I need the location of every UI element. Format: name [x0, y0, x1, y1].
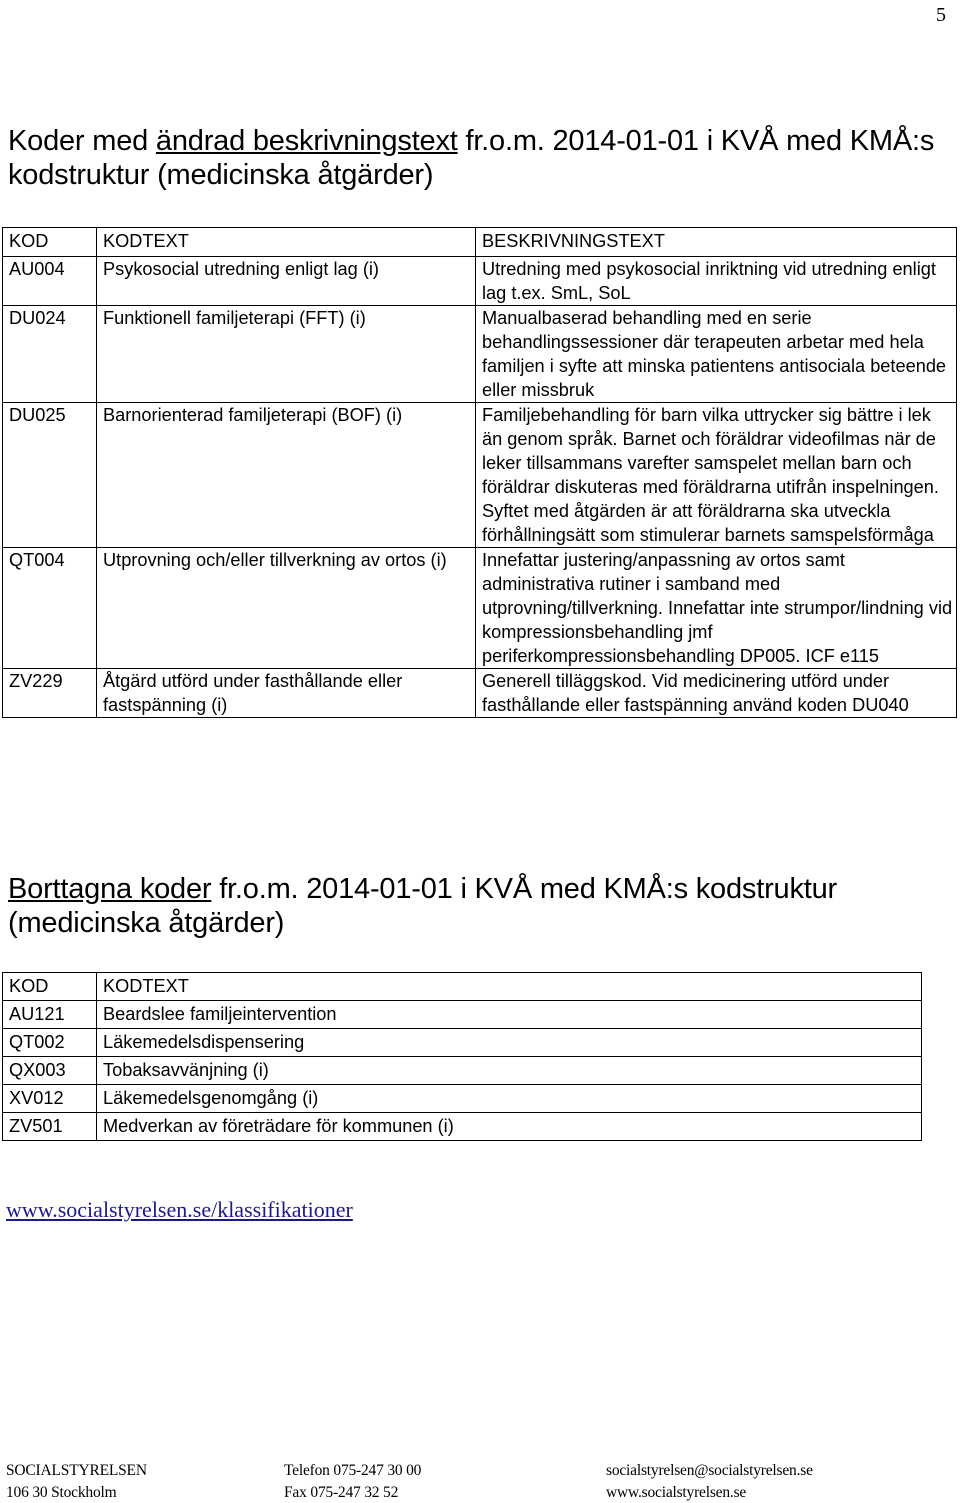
header-beskrivning: BESKRIVNINGSTEXT: [476, 228, 957, 257]
cell-kodtext: Läkemedelsdispensering: [97, 1029, 922, 1057]
table-row: [3, 1113, 922, 1141]
table-row: [3, 403, 957, 548]
cell-kodtext: Funktionell familjeterapi (FFT) (i): [97, 306, 476, 403]
cell-beskrivning: Manualbaserad behandling med en serie behandlingssessioner där terapeuten arbetar med hela familjen i syfte att minska patientens antisociala beteende eller missbruk: [476, 306, 957, 403]
header-kodtext: KODTEXT: [97, 973, 922, 1001]
header-kodtext: KODTEXT: [97, 228, 476, 257]
title-underlined: Borttagna koder: [8, 873, 212, 905]
table-row: [3, 1057, 922, 1085]
table-row: [3, 548, 957, 669]
footer-email[interactable]: socialstyrelsen@socialstyrelsen.se: [606, 1462, 813, 1479]
table-row: [3, 257, 957, 306]
footer-address: 106 30 Stockholm: [6, 1484, 117, 1501]
table-row: [3, 306, 957, 403]
page-number: 5: [936, 4, 946, 26]
cell-kod: DU025: [3, 403, 97, 548]
footer-fax: Fax 075-247 32 52: [284, 1484, 399, 1501]
footer-web[interactable]: www.socialstyrelsen.se: [606, 1484, 747, 1501]
cell-kodtext: Barnorienterad familjeterapi (BOF) (i): [97, 403, 476, 548]
table-header-row: [3, 973, 922, 1001]
cell-beskrivning: Utredning med psykosocial inriktning vid utredning enligt lag t.ex. SmL, SoL: [476, 257, 957, 306]
section-title-removed-codes: [8, 872, 948, 940]
cell-beskrivning: Innefattar justering/anpassning av ortos samt administrativa rutiner i samband med utprovning/tillverkning. Innefattar inte strumpor/lindning vid kompressionsbehandling jmf periferkompressionsbehandling DP005. ICF e115: [476, 548, 957, 669]
footer-org: SOCIALSTYRELSEN: [6, 1462, 147, 1479]
cell-kod: QT004: [3, 548, 97, 669]
cell-kod: ZV501: [3, 1113, 97, 1141]
footer-phone: Telefon 075-247 30 00: [284, 1462, 422, 1479]
changed-codes-table: [2, 227, 957, 718]
title-part: fr.o.m. 2014-01-01 i KVÅ med KMÅ:s kodstruktur (medicinska åtgärder): [8, 873, 838, 939]
title-underlined: ändrad beskrivningstext: [155, 125, 458, 157]
cell-kodtext: Medverkan av företrädare för kommunen (i): [97, 1113, 922, 1141]
section-title-changed-codes: [8, 124, 938, 192]
header-kod: KOD: [3, 973, 97, 1001]
table-row: [3, 1001, 922, 1029]
cell-kod: QT002: [3, 1029, 97, 1057]
removed-codes-table: [2, 972, 922, 1141]
cell-kod: ZV229: [3, 669, 97, 718]
table-row: [3, 1029, 922, 1057]
classification-link[interactable]: www.socialstyrelsen.se/klassifikationer: [6, 1197, 353, 1222]
cell-beskrivning: Generell tilläggskod. Vid medicinering utförd under fasthållande eller fastspänning använd koden DU040: [476, 669, 957, 718]
title-part: Koder med: [8, 125, 156, 157]
cell-kodtext: Läkemedelsgenomgång (i): [97, 1085, 922, 1113]
table-header-row: [3, 228, 957, 257]
cell-kod: QX003: [3, 1057, 97, 1085]
cell-kodtext: Psykosocial utredning enligt lag (i): [97, 257, 476, 306]
cell-beskrivning: Familjebehandling för barn vilka uttrycker sig bättre i lek än genom språk. Barnet och föräldrar videofilmas när de leker tillsammans varefter samspelet mellan barn och föräldrar diskuteras med föräldrarna utifrån inspelningen. Syftet med åtgärden är att föräldrarna ska utveckla förhållningsätt som stimulerar barnets samspelsförmåga: [476, 403, 957, 548]
cell-kod: AU004: [3, 257, 97, 306]
cell-kodtext: Åtgärd utförd under fasthållande eller fastspänning (i): [97, 669, 476, 718]
cell-kod: XV012: [3, 1085, 97, 1113]
cell-kod: AU121: [3, 1001, 97, 1029]
cell-kodtext: Utprovning och/eller tillverkning av ortos (i): [97, 548, 476, 669]
cell-kod: DU024: [3, 306, 97, 403]
table-row: [3, 669, 957, 718]
cell-kodtext: Beardslee familjeintervention: [97, 1001, 922, 1029]
title-part: fr.o.m. 2014-01-01 i KVÅ med KMÅ:s kodstruktur (medicinska åtgärder): [8, 125, 935, 191]
cell-kodtext: Tobaksavvänjning (i): [97, 1057, 922, 1085]
table-row: [3, 1085, 922, 1113]
header-kod: KOD: [3, 228, 97, 257]
